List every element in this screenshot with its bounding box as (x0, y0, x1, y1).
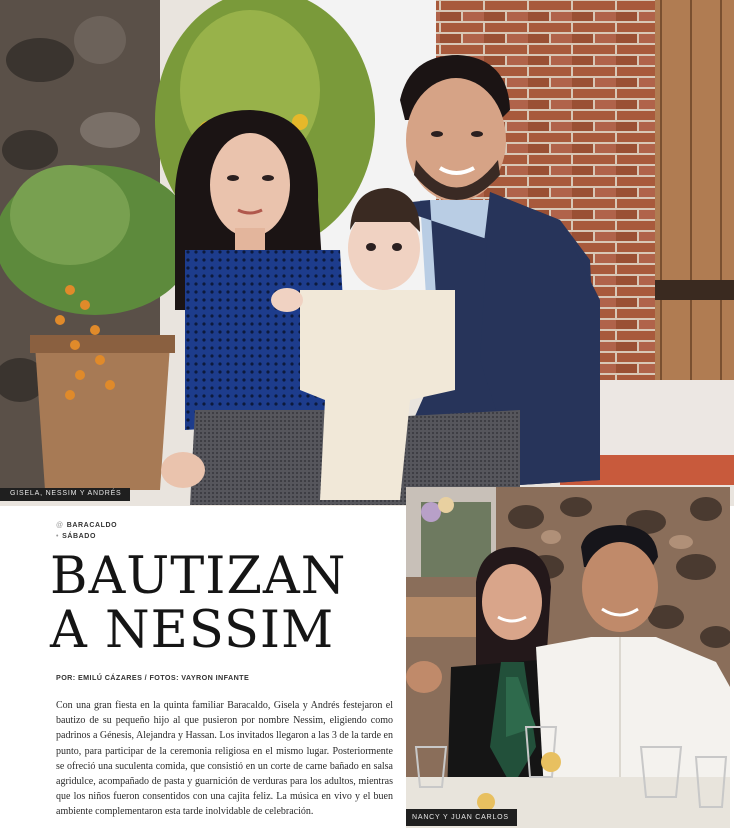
bullet-icon: • (56, 533, 60, 540)
location-line (56, 521, 117, 531)
day-line (56, 532, 96, 542)
location-pin-icon: @ (56, 522, 64, 529)
secondary-photo-caption: NANCY Y JUAN CARLOS (406, 809, 517, 826)
location-text: BARACALDO (66, 522, 118, 529)
article-title-line-2: A NESSIM (50, 601, 335, 660)
day-text: SÁBADO (62, 533, 96, 540)
couple-portrait-photo (406, 487, 730, 828)
article-body: Con una gran fiesta en la quinta familiar Baracaldo, Gisela y Andrés festejaron el bautizo de su pequeño hijo al que pusieron por nombre Nessim, eligiendo como padrinos a Génesis, Alejandra y Hassan. Los invitados llegaron a las 3 de la tarde en punto, para participar de la ceremonia religiosa en el mismo lugar. Posteriormente se ofreció una suculenta comida, que consistió en un corte de carne bañado en salsa agridulce, acompañado de pasta y guarnición de verduras para los adultos, mientras que los niños fueron consentidos con una cajita feliz. La música en vivo y el buen ambiente complementaron esta tarde inolvidable de celebración. (56, 700, 393, 818)
article-title-line-1: BAUTIZAN (50, 547, 347, 606)
main-photo-caption: GISELA, NESSIM Y ANDRÉS (0, 488, 130, 501)
byline: POR: EMILÚ CÁZARES / FOTOS: VAYRON INFANTE (56, 673, 250, 682)
